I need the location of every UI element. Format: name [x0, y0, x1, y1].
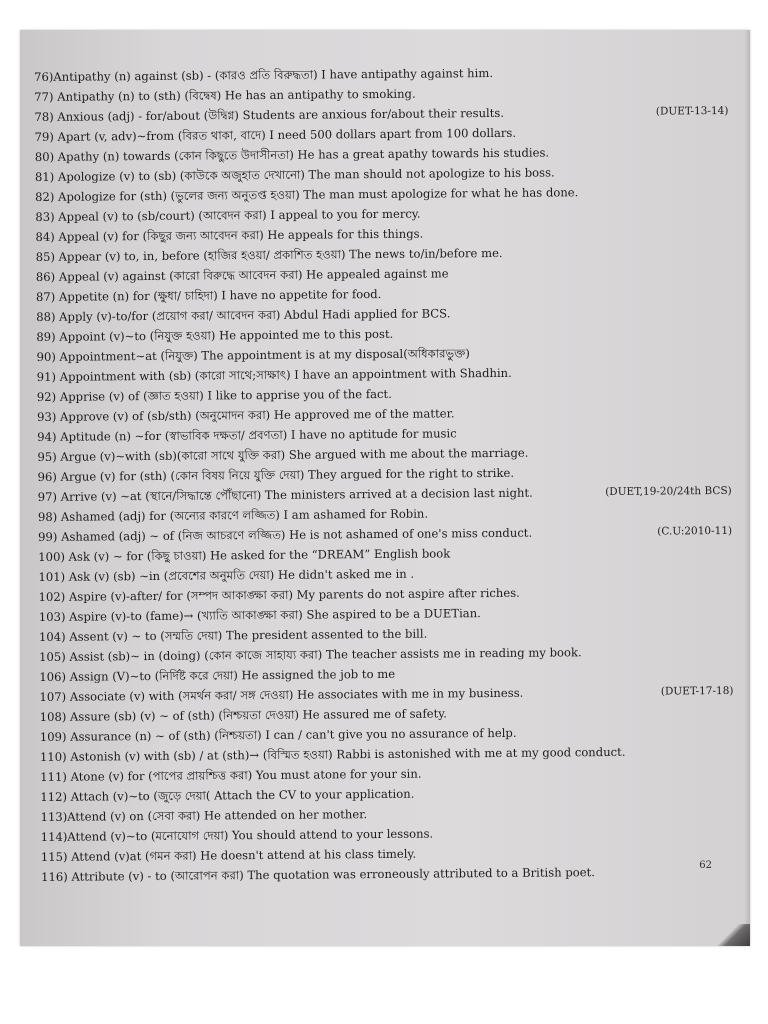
entry-text: 101) Ask (v) (sb) ~in (প্রবেশের অনুমতি দেয়া) He didn't asked me in .: [38, 566, 415, 584]
entry-text: 80) Apathy (n) towards (কোন কিছুতে উদাসীনতা) He has a great apathy towards his studies.: [34, 145, 550, 164]
entry-text: 95) Argue (v)~with (sb)(কারো সাথে যুক্তি করা) She argued with me about the marriage.: [37, 445, 529, 464]
entry-text: 94) Aptitude (n) ~for (স্বাভাবিক দক্ষতা/ প্রবণতা) I have no aptitude for music: [37, 426, 457, 444]
entry-text: 104) Assent (v) ~ to (সম্মতি দেয়া) The president assented to the bill.: [38, 626, 428, 644]
entry-text: 79) Apart (v, adv)~from (বিরত থাকা, বাদে) I need 500 dollars apart from 100 dollars.: [34, 125, 517, 144]
entry-text: 91) Appointment with (sb) (কারো সাথে;সাক্ষাৎ) I have an appointment with Shadhin.: [36, 365, 512, 384]
entry-text: 116) Attribute (v) - to (আরোপন করা) The quotation was erroneously attributed to a British poet.: [41, 865, 595, 884]
entry-text: 85) Appear (v) to, in, before (হাজির হওয়া/ প্রকাশিত হওয়া) The news to/in/before me.: [35, 245, 503, 264]
entry-text: 82) Apologize for (sth) (ভুলের জন্য অনুতপ্ত হওয়া) The man must apologize for what he has done.: [35, 185, 579, 204]
entry-text: 76)Antipathy (n) against (sb) - (কারও প্রতি বিরুদ্ধতা) I have antipathy against him.: [34, 65, 494, 84]
entry-text: 81) Apologize (v) to (sb) (কাউকে অজুহাত দেখানো) The man should not apologize to his boss.: [34, 165, 555, 184]
page-edge: [744, 30, 750, 946]
entry-text: 111) Atone (v) for (পাপের প্রায়শ্চিত্ত করা) You must atone for your sin.: [40, 766, 422, 784]
book-page: [20, 30, 750, 946]
entry-text: 78) Anxious (adj) - for/about (উদ্বিগ্ন) Students are anxious for/about their results.: [34, 105, 505, 124]
entry-text: 87) Appetite (n) for (ক্ষুধা/ চাহিদা) I have no appetite for food.: [35, 286, 382, 304]
entry-text: 90) Appointment~at (নিযুক্ত) The appointment is at my disposal(অধিকারভুক্ত): [36, 346, 470, 364]
entry-text: 100) Ask (v) ~ for (কিছু চাওয়া) He asked for the “DREAM” English book: [38, 546, 451, 564]
entry-text: 77) Antipathy (n) to (sth) (বিদ্বেষ) He has an antipathy to smoking.: [34, 86, 416, 104]
entry-text: 113)Attend (v) on (সেবা করা) He attended on her mother.: [40, 807, 368, 824]
entry-text: 106) Assign (V)~to (নির্দিষ্ট করে দেয়া) He assigned the job to me: [39, 666, 396, 684]
entry-text: 114)Attend (v)~to (মনোযোগ দেয়া) You should attend to your lessons.: [40, 826, 434, 844]
exam-reference: (DUET-17-18): [660, 684, 734, 698]
page-corner-shadow: [716, 924, 750, 946]
entry-text: 88) Apply (v)-to/for (প্রয়োগ করা/ আবেদন করা) Abdul Hadi applied for BCS.: [36, 306, 451, 324]
entry-text: 110) Astonish (v) with (sb) / at (sth)→ (বিস্মিত হওয়া) Rabbi is astonished with me at my good conduct.: [39, 744, 626, 764]
exam-reference: (DUET-13-14): [655, 104, 729, 118]
entry-text: 97) Arrive (v) ~at (স্থানে/সিদ্ধান্তে পৌঁছানো) The ministers arrived at a decision last night.: [37, 485, 533, 504]
entry-text: 105) Assist (sb)~ in (doing) (কোন কাজে সাহায্য করা) The teacher assists me in reading my book.: [39, 645, 582, 664]
entry-list: [34, 61, 741, 887]
entry-text: 96) Argue (v) for (sth) (কোন বিষয় নিয়ে যুক্তি দেয়া) They argued for the right to strike.: [37, 465, 515, 484]
entry-text: 107) Associate (v) with (সমর্থন করা/ সঙ্গ দেওয়া) He associates with me in my business.: [39, 685, 524, 704]
entry-text: 84) Appeal (v) for (কিছুর জন্য আবেদন করা) He appeals for this things.: [35, 226, 424, 244]
entry-text: 102) Aspire (v)-after/ for (সম্পদ আকাঙ্ক্ষা করা) My parents do not aspire after riches.: [38, 585, 520, 604]
entry-text: 93) Approve (v) of (sb/sth) (অনুমোদন করা) He approved me of the matter.: [36, 406, 455, 424]
entry-text: 103) Aspire (v)-to (fame)→ (খ্যাতি আকাঙ্ক্ষা করা) She aspired to be a DUETian.: [38, 606, 481, 624]
entry-text: 86) Appeal (v) against (কারো বিরুদ্ধে আবেদন করা) He appealed against me: [35, 266, 449, 284]
entry-text: 115) Attend (v)at (গমন করা) He doesn't attend at his class timely.: [40, 846, 417, 864]
entry-text: 83) Appeal (v) to (sb/court) (আবেদন করা) I appeal to you for mercy.: [35, 206, 421, 224]
exam-reference: (DUET,19-20/24th BCS): [605, 484, 732, 499]
entry-text: 89) Appoint (v)~to (নিযুক্ত হওয়া) He appointed me to this post.: [36, 326, 394, 344]
entry-text: 99) Ashamed (adj) ~ of (নিজ আচরণে লজ্জিত) He is not ashamed of one's miss conduct.: [38, 525, 533, 544]
page-number: 62: [699, 860, 712, 871]
entry-text: 92) Apprise (v) of (জ্ঞাত হওয়া) I like to apprise you of the fact.: [36, 386, 392, 404]
entry-text: 112) Attach (v)~to (জুড়ে দেয়া( Attach the CV to your application.: [40, 786, 415, 804]
entry-text: 108) Assure (sb) (v) ~ of (sth) (নিশ্চয়তা দেওয়া) He assured me of safety.: [39, 706, 448, 724]
exam-reference: (C.U:2010-11): [657, 524, 733, 538]
entry-text: 109) Assurance (n) ~ of (sth) (নিশ্চয়তা) I can / can't give you no assurance of help.: [39, 725, 517, 744]
entry-text: 98) Ashamed (adj) for (অন্যের কারণে লজ্জিত) I am ashamed for Robin.: [37, 506, 429, 524]
